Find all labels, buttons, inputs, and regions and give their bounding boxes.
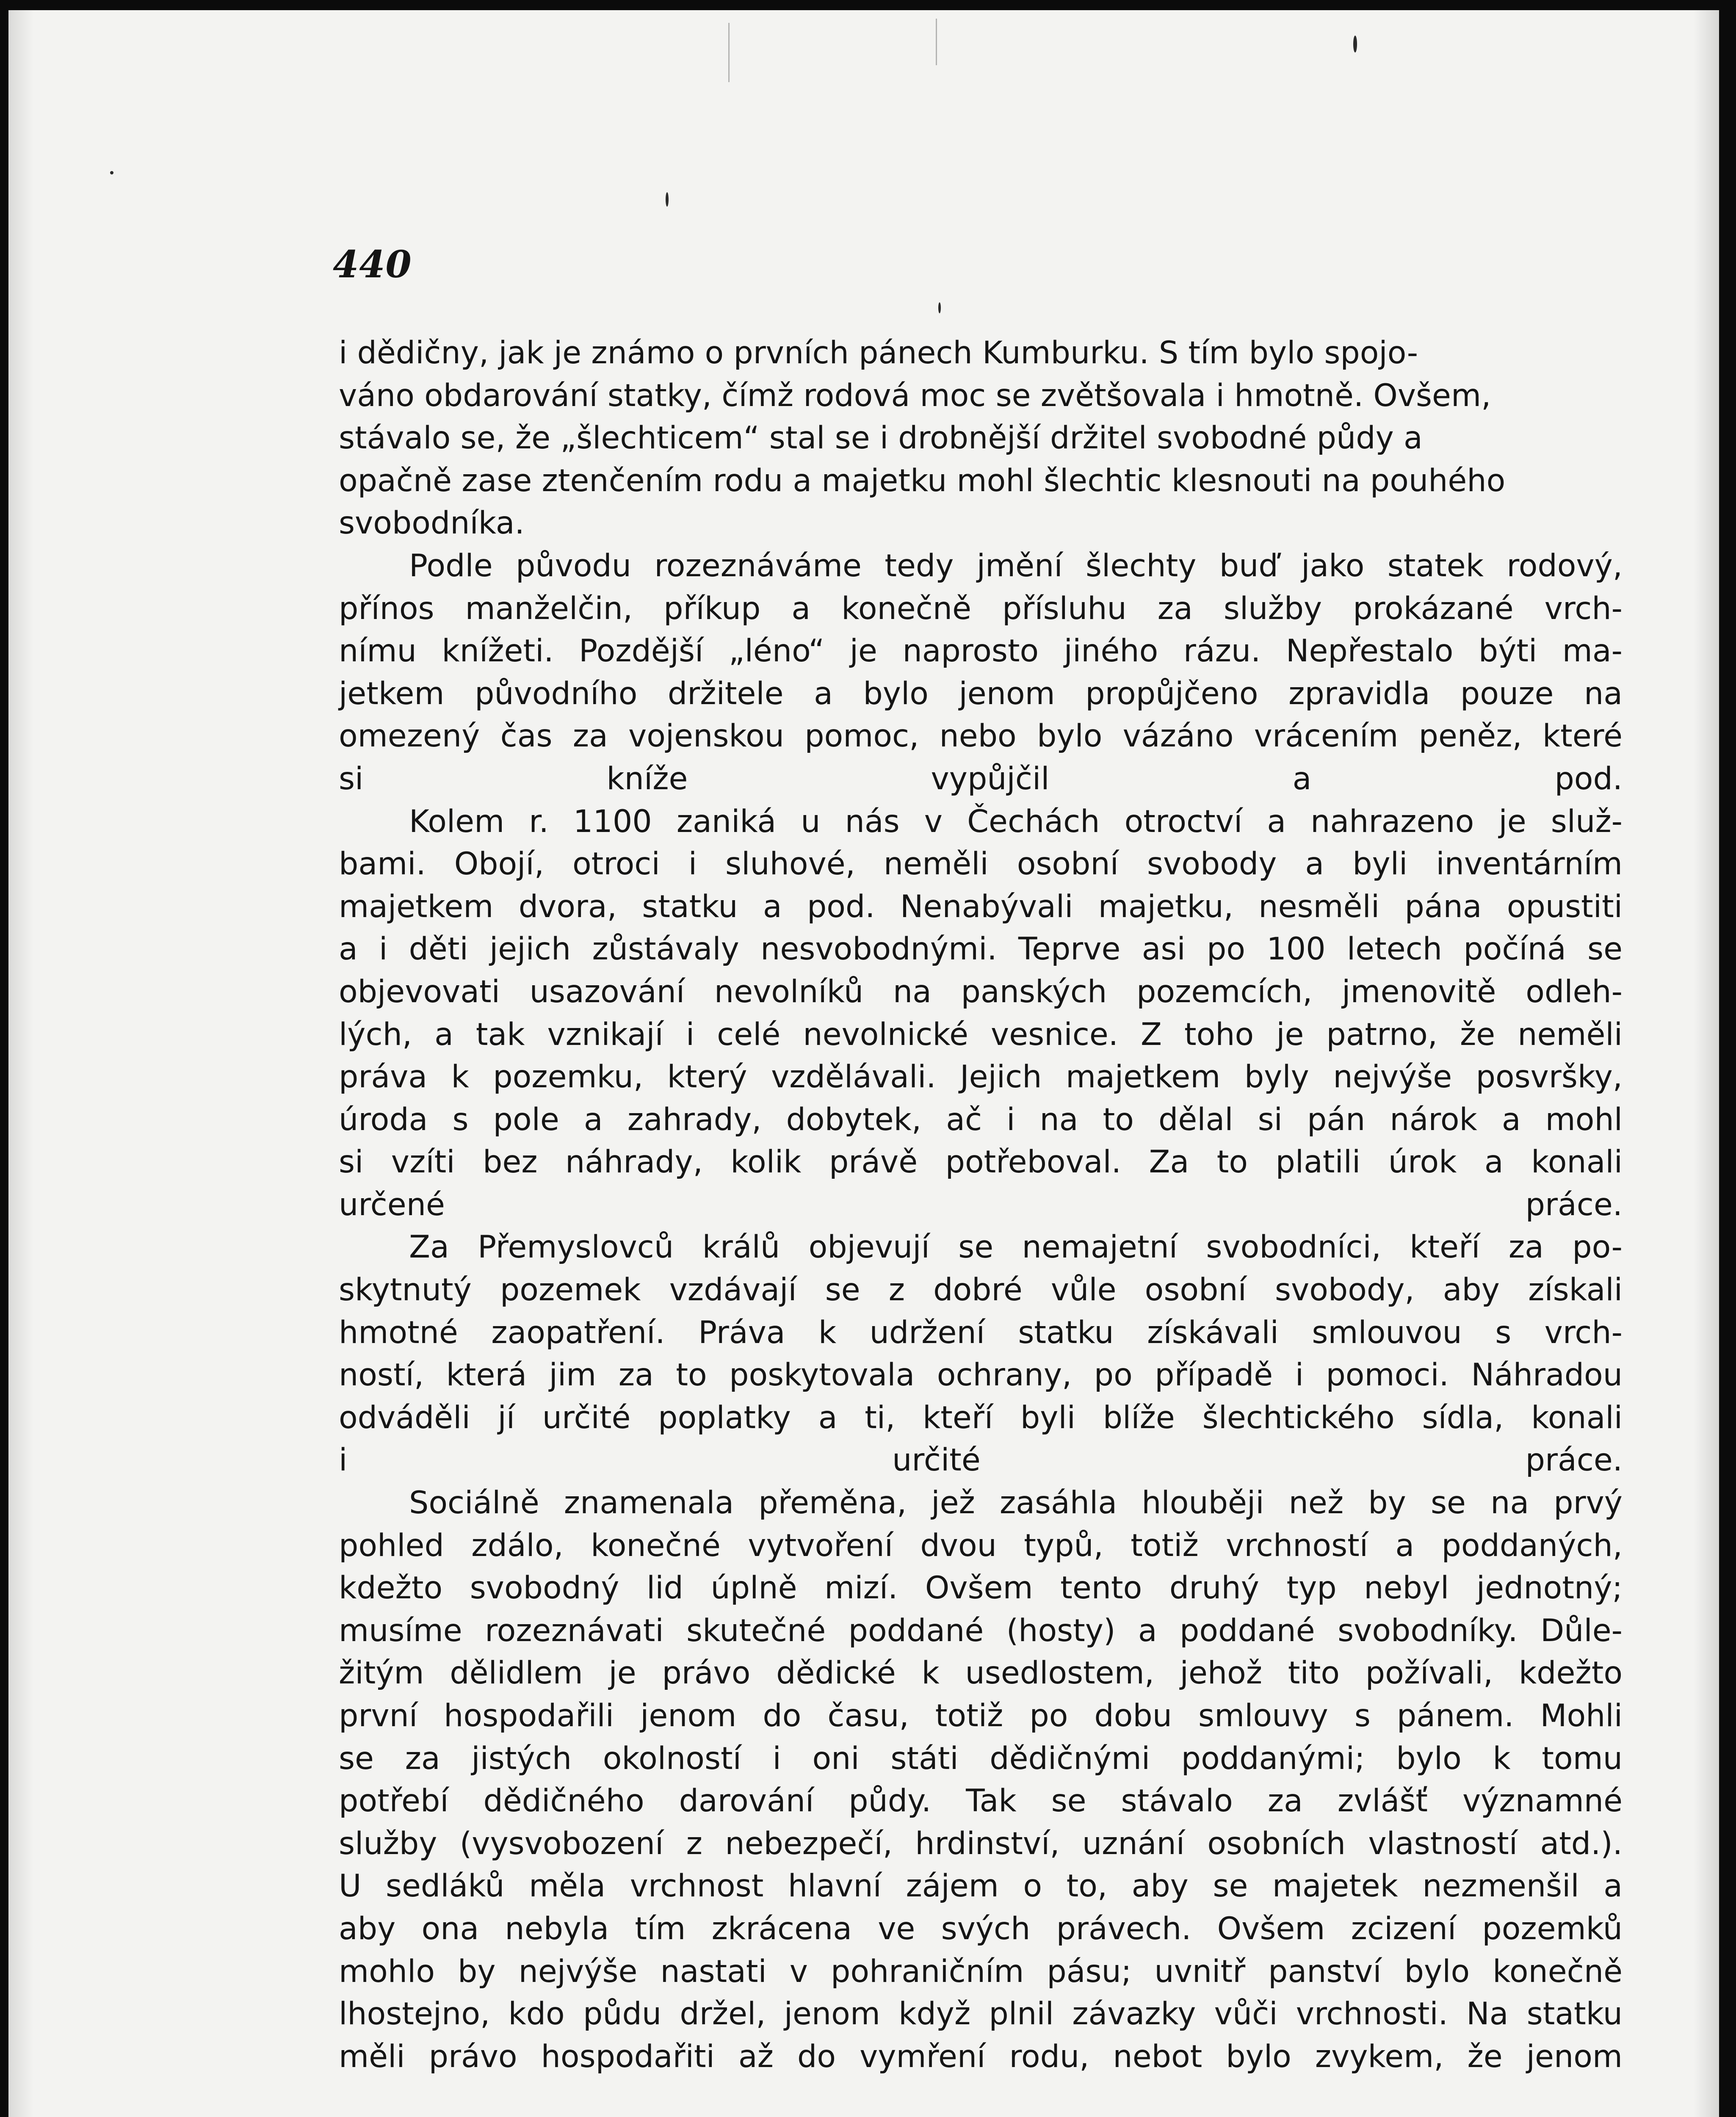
text-line: majetkem dvora, statku a pod. Nenabývali majetku, nesměli pána opustiti (339, 888, 1623, 925)
text-line: i určité práce. (339, 1442, 1623, 1479)
body-text (339, 332, 1623, 2078)
text-line: objevovati usazování nevolníků na panských pozemcích, jmenovitě odleh- (339, 973, 1623, 1010)
text-line: potřebí dědičného darování půdy. Tak se stávalo za zvlášť významné (339, 1783, 1623, 1819)
scan-speck (666, 192, 669, 207)
text-line: musíme rozeznávati skutečné poddané (hosty) a poddané svobodníky. Důle- (339, 1612, 1623, 1649)
text-line: práva k pozemku, který vzdělávali. Jejich majetkem byly nejvýše posvršky, (339, 1059, 1623, 1095)
text-line: Za Přemyslovců králů objevují se nemajetní svobodníci, kteří za po- (409, 1229, 1623, 1266)
text-line: měli právo hospodařiti až do vymření rodu, nebot bylo zvykem, že jenom (339, 2038, 1623, 2075)
text-line: určené práce. (339, 1186, 1623, 1223)
text-line: Sociálně znamenala přeměna, jež zasáhla hlouběji než by se na prvý (409, 1485, 1623, 1521)
paragraph-5 (339, 1482, 1623, 2078)
text-line: první hospodařili jenom do času, totiž po dobu smlouvy s pánem. Mohli (339, 1698, 1623, 1734)
page-right-shadow (1694, 10, 1719, 2117)
text-line: omezený čas za vojenskou pomoc, nebo bylo vázáno vrácením peněz, které (339, 718, 1623, 754)
text-line: odváděli jí určité poplatky a ti, kteří byli blíže šlechtického sídla, konali (339, 1399, 1623, 1436)
page-left-shadow (8, 10, 34, 2117)
text-line: ností, která jim za to poskytovala ochrany, po případě i pomoci. Náhradou (339, 1357, 1623, 1393)
scan-artifact (936, 19, 937, 65)
text-line: Kolem r. 1100 zaniká u nás v Čechách otroctví a nahrazeno je služ- (409, 803, 1623, 840)
text-line: hmotné zaopatření. Práva k udržení statku získávali smlouvou s vrch- (339, 1314, 1623, 1351)
text-line: nímu knížeti. Pozdější „léno“ je naprosto jiného rázu. Nepřestalo býti ma- (339, 633, 1623, 669)
text-line: pohled zdálo, konečné vytvoření dvou typů, totiž vrchností a poddaných, (339, 1527, 1623, 1564)
text-line: úroda s pole a zahrady, dobytek, ač i na to dělal si pán nárok a mohl (339, 1101, 1623, 1138)
text-line: si kníže vypůjčil a pod. (339, 760, 1623, 797)
paragraph-1 (339, 332, 1623, 545)
text-line: váno obdarování statky, čímž rodová moc se zvětšovala i hmotně. Ovšem, (339, 377, 1491, 414)
paragraph-4 (339, 1226, 1623, 1482)
book-page (8, 10, 1719, 2117)
text-line: služby (vysvobození z nebezpečí, hrdinství, uznání osobních vlastností atd.). (339, 1825, 1623, 1862)
text-line: lých, a tak vznikají i celé nevolnické vesnice. Z toho je patrno, že neměli (339, 1016, 1623, 1053)
paragraph-3 (339, 801, 1623, 1227)
paragraph-2 (339, 545, 1623, 801)
text-line: skytnutý pozemek vzdávají se z dobré vůle osobní svobody, aby získali (339, 1272, 1623, 1308)
text-line: lhostejno, kdo půdu držel, jenom když plnil závazky vůči vrchnosti. Na statku (339, 1996, 1623, 2032)
scan-speck (1353, 36, 1357, 53)
scan-speck (110, 171, 113, 174)
text-line: bami. Obojí, otroci i sluhové, neměli osobní svobody a byli inventárním (339, 846, 1623, 882)
text-line: U sedláků měla vrchnost hlavní zájem o to, aby se majetek nezmenšil a (339, 1868, 1623, 1904)
text-line: stávalo se, že „šlechticem“ stal se i drobnější držitel svobodné půdy a (339, 420, 1423, 456)
text-line: kdežto svobodný lid úplně mizí. Ovšem tento druhý typ nebyl jednotný; (339, 1570, 1623, 1606)
scan-artifact (728, 23, 730, 82)
text-line: Podle původu rozeznáváme tedy jmění šlechty buď jako statek rodový, (409, 547, 1623, 584)
text-line: opačně zase ztenčením rodu a majetku mohl šlechtic klesnouti na pouhého (339, 462, 1506, 499)
text-line: žitým dělidlem je právo dědické k usedlostem, jehož tito požívali, kdežto (339, 1655, 1623, 1691)
text-line: aby ona nebyla tím zkrácena ve svých právech. Ovšem zcizení pozemků (339, 1910, 1623, 1947)
text-line: přínos manželčin, příkup a konečně přísluhu za služby prokázané vrch- (339, 590, 1623, 627)
text-line: si vzíti bez náhrady, kolik právě potřeboval. Za to platili úrok a konali (339, 1144, 1623, 1180)
text-line: jetkem původního držitele a bylo jenom propůjčeno zpravidla pouze na (339, 675, 1623, 712)
scan-speck (938, 302, 941, 313)
text-line: i dědičny, jak je známo o prvních pánech Kumburku. S tím bylo spojo- (339, 335, 1418, 371)
text-line: a i děti jejich zůstávaly nesvobodnými. Teprve asi po 100 letech počíná se (339, 931, 1623, 967)
text-line: svobodníka. (339, 505, 525, 542)
text-line: mohlo by nejvýše nastati v pohraničním pásu; uvnitř panství bylo konečně (339, 1953, 1623, 1990)
page-number: 440 (333, 242, 412, 286)
text-line: se za jistých okolností i oni státi dědičnými poddanými; bylo k tomu (339, 1740, 1623, 1777)
